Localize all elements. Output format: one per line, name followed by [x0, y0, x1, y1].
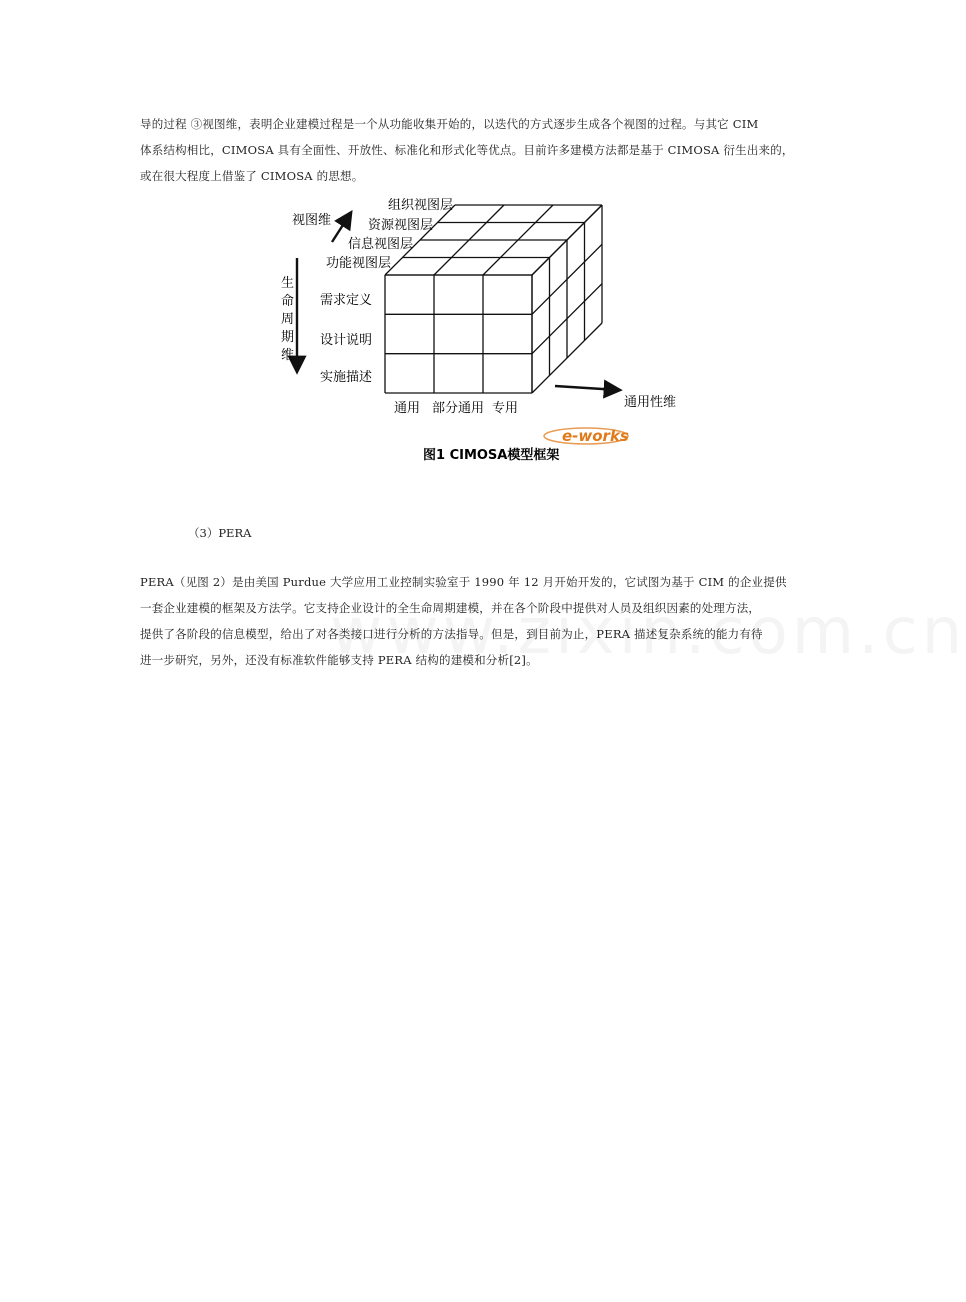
generality-column-label: 通用 — [394, 401, 421, 416]
paragraph-line: 导的过程 ③视图维，表明企业建模过程是一个从功能收集开始的，以迭代的方式逐步生成各个视图的过程。与其它 CIM — [140, 117, 759, 131]
lifecycle-axis-char: 命 — [281, 294, 295, 309]
generality-column-label: 部分通用 — [432, 401, 485, 416]
paragraph-line: PERA（见图 2）是由美国 Purdue 大学应用工业控制实验室于 1990 年 12 月开始开发的，它试图为基于 CIM 的企业提供 — [140, 575, 787, 589]
paragraph-line: 体系结构相比，CIMOSA 具有全面性、开放性、标准化和形式化等优点。目前许多建模方法都是基于 CIMOSA 衍生出来的， — [140, 143, 794, 157]
view-layer-label: 功能视图层 — [326, 256, 392, 271]
view-layer-label: 信息视图层 — [348, 237, 414, 252]
paragraph-line: 进一步研究，另外，还没有标准软件能够支持 PERA 结构的建模和分析[2]。 — [140, 653, 538, 667]
lifecycle-row-label: 需求定义 — [320, 293, 373, 308]
lifecycle-axis-char: 维 — [281, 348, 295, 363]
lifecycle-axis-char: 周 — [281, 312, 295, 327]
eworks-logo-text: e-works — [562, 427, 629, 445]
paragraph-line: 一套企业建模的框架及方法学。它支持企业设计的全生命周期建模，并在各个阶段中提供对人员及组织因素的处理方法， — [140, 601, 761, 615]
section-heading-pera: （3）PERA — [188, 526, 252, 540]
paragraph-cimosa-summary — [140, 111, 794, 189]
cimosa-cube-diagram — [270, 190, 677, 470]
generality-axis-arrow — [555, 386, 618, 390]
lifecycle-row-label: 实施描述 — [320, 370, 373, 385]
generality-axis-label: 通用性维 — [624, 395, 677, 410]
view-axis-label: 视图维 — [292, 213, 332, 228]
eworks-logo — [544, 427, 629, 445]
lifecycle-row-label: 设计说明 — [320, 333, 373, 348]
cimosa-model-figure — [270, 190, 677, 470]
lifecycle-axis-char: 期 — [281, 330, 295, 345]
figure-caption: 图1 CIMOSA模型框架 — [423, 448, 560, 463]
generality-column-label: 专用 — [492, 401, 519, 416]
lifecycle-axis-char: 生 — [281, 276, 295, 291]
paragraph-line: 或在很大程度上借鉴了 CIMOSA 的思想。 — [140, 169, 364, 183]
view-layer-label: 组织视图层 — [388, 198, 454, 213]
paragraph-line: 提供了各阶段的信息模型，给出了对各类接口进行分析的方法指导。但是，到目前为止，PERA 描述复杂系统的能力有待 — [140, 627, 763, 641]
cube-grid — [385, 205, 602, 393]
paragraph-pera — [140, 569, 790, 673]
view-layer-label: 资源视图层 — [368, 218, 434, 233]
